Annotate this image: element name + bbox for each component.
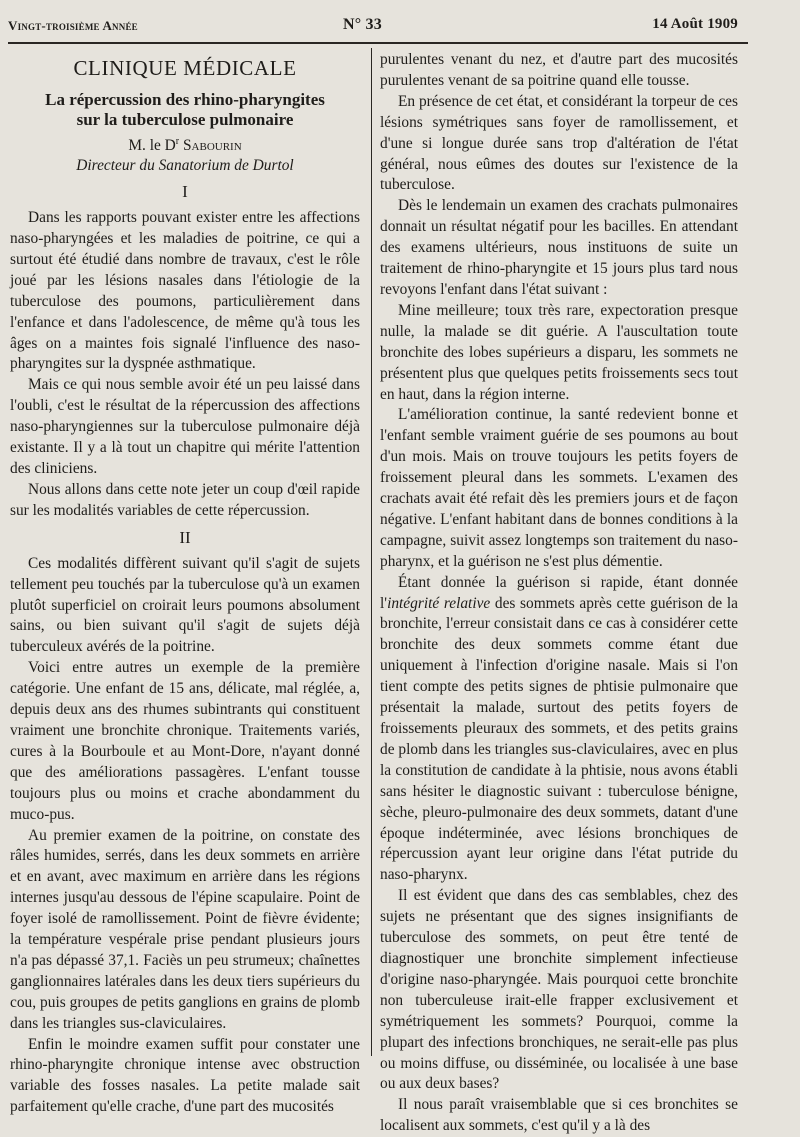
paragraph: Dès le lendemain un examen des crachats pulmonaires donnait un résultat négatif pour les bacilles. En attendant des examens ultérieurs, nous instituons de suite un traitement de rhino-pharyngite et 15 jours plus tard nous revoyons l'enfant dans l'état suivant : xyxy=(380,197,738,298)
paragraph: Ces modalités diffèrent suivant qu'il s'agit de sujets tellement peu touchés par la tuberculose qu'à un examen plutôt superficiel on croirait leurs poumons absolument sains, ou bien suivant qu'il s'agit de sujets déjà tuberculeux avérés de la poitrine. xyxy=(10,554,360,656)
paragraph: Mine meilleure; toux très rare, expectoration presque nulle, la malade se dit guérie. A l'auscultation toute bronchite des lobes supérieurs a disparu, les sommets ne présentent plus que quelques petits froissements secs tout en haut, dans la région interne. xyxy=(380,301,738,403)
section-number-1: I xyxy=(182,182,188,202)
paragraph-part: Étant donnée la guérison si rapide, étant donnée l' xyxy=(380,573,738,612)
paragraph: purulentes venant du nez, et d'autre part des mucosités purulentes venant de sa poitrine quand elle tousse. xyxy=(380,51,738,89)
paragraph: En présence de cet état, et considérant la torpeur de ces lésions symétriques sans foyer de ramollissement, et d'une si longue durée sans trop d'altération de l'état général, nous eûmes des doutes sur l'existence de la tuberculose. xyxy=(380,92,738,194)
paragraph: Mais ce qui nous semble avoir été un peu laissé dans l'oubli, c'est le résultat de la répercussion des affections naso-pharyngiennes sur la tuberculose pulmonaire déjà existante. Il y a là tout un chapitre qui mérite l'attention des cliniciens. xyxy=(10,376,360,477)
paragraph: Nous allons dans cette note jeter un coup d'œil rapide sur les modalités variables de cette répercussion. xyxy=(10,480,360,519)
paragraph: Il est évident que dans des cas semblables, chez des sujets ne présentant que des signes insignifiants de tuberculose des sommets, on peut être tenté de diagnostiquer une bronchite simplement infectieuse d'origine naso-pharyngée. Mais pourquoi cette bronchite non tuberculeuse irait-elle frapper exclusivement et symétriquement les sommets? Pourquoi, comme la plupart des infections bronchiques, ne serait-elle pas plus ou moins diffuse, ou disséminée, ou localisée à une base ou aux deux bases? xyxy=(380,887,738,1093)
running-header xyxy=(8,14,738,36)
paragraph: Enfin le moindre examen suffit pour constater une rhino-pharyngite chronique intense avec obstruction variable des fosses nasales. La petite malade sait parfaitement qu'elle crache, d'une part des mucosités xyxy=(10,1035,360,1116)
paragraph: Au premier examen de la poitrine, on constate des râles humides, serrés, dans les deux sommets en arrière et en avant, avec maximum en arrière dans les régions internes jusqu'au dessous de l'épine scapulaire. Point de foyer isolé de ramollissement. Point de fièvre évidente; la température vespérale prise pendant plusieurs jours n'a pas dépassé 37,1. Faciès un peu strumeux; chaînettes ganglionnaires latérales dans les deux tiers supérieurs du cou, puis groupes de petits ganglions en grains de plomb dans les triangles sus-claviculaires. xyxy=(10,826,360,1032)
article-title-line1: La répercussion des rhino-pharyngites xyxy=(45,90,325,109)
author-affiliation: Directeur du Sanatorium de Durtol xyxy=(76,157,294,175)
paragraph-part: des sommets après cette guérison de la bronchite, l'erreur consistait dans ce cas à considérer cette bronchite des deux sommets comme étant due uniquement à l'infection d'origine nasale. Mais si l'on tient compte des petits signes de phtisie pulmonaire que présentait la malade, surtout des petits foyers de froissements pleuraux des sommets, et des petits grains de plomb dans les triangles sus-claviculaires, avec en plus la constitution de candidate à la phtisie, nous avons établi sans hésiter le diagnostic suivant : tuberculose bénigne, sèche, pleuro-pulmonaire des deux sommets, datant d'une époque indéterminée, avec lésions bronchiques de répercussion ayant leur origine dans l'état putride du naso-pharynx. xyxy=(380,594,738,884)
article-title-line2: sur la tuberculose pulmonaire xyxy=(76,110,294,129)
section-title: CLINIQUE MÉDICALE xyxy=(73,56,297,80)
author-sup: r xyxy=(175,136,180,147)
header-rule xyxy=(8,42,748,44)
header-year: Vingt-troisième Année xyxy=(8,18,138,33)
emphasis-integrite-relative: intégrité relative xyxy=(387,594,491,612)
paragraph: Voici entre autres un exemple de la première catégorie. Une enfant de 15 ans, délicate, mal réglée, a, depuis deux ans des rhumes subintrants qui constituent vraiment une bronchite chronique. Traitements variés, cures à la Bourboule et au Mont-Dore, n'ayant donné que des améliorations passagères. L'enfant tousse toujours plus ou moins et crache abondamment du muco-pus. xyxy=(10,659,360,823)
paragraph xyxy=(380,573,738,887)
header-date: 14 Août 1909 xyxy=(652,16,738,32)
section-number-2: II xyxy=(179,527,191,547)
author-name: Sabourin xyxy=(182,137,242,155)
paragraph: Dans les rapports pouvant exister entre les affections naso-pharyngées et les maladies de poitrine, ce qui a surtout été étudié dans nombre de travaux, c'est le rôle joué par les lésions nasales dans l'étiologie de la tuberculose des poumons, particulièrement dans l'enfance et dans l'adolescence, de même qu'à tous les âges on a maintes fois signalé l'influence des naso-pharyngites sur la dyspnée asthmatique. xyxy=(10,209,360,373)
header-issue-number: N° 33 xyxy=(343,16,382,33)
article-title xyxy=(10,90,360,130)
paragraph: Il nous paraît vraisemblable que si ces bronchites se localisent aux sommets, c'est qu'il y a là des xyxy=(380,1096,738,1135)
author xyxy=(10,132,360,156)
right-column xyxy=(380,50,738,1137)
paragraph: L'amélioration continue, la santé redevient bonne et l'enfant semble vraiment guérie de ses poumons au bout d'un mois. Mais on trouve toujours les petits foyers de froissement pleural dans les sommets. L'examen des crachats avait été refait dès les premiers jours et de façon négative. L'enfant habitant dans de bonnes conditions à la campagne, suivit assez longtemps son traitement du naso-pharynx, et la guérison ne s'est plus démentie. xyxy=(380,406,738,570)
left-column xyxy=(10,50,360,1118)
author-prefix: M. le D xyxy=(128,137,176,155)
column-divider xyxy=(371,48,372,1056)
